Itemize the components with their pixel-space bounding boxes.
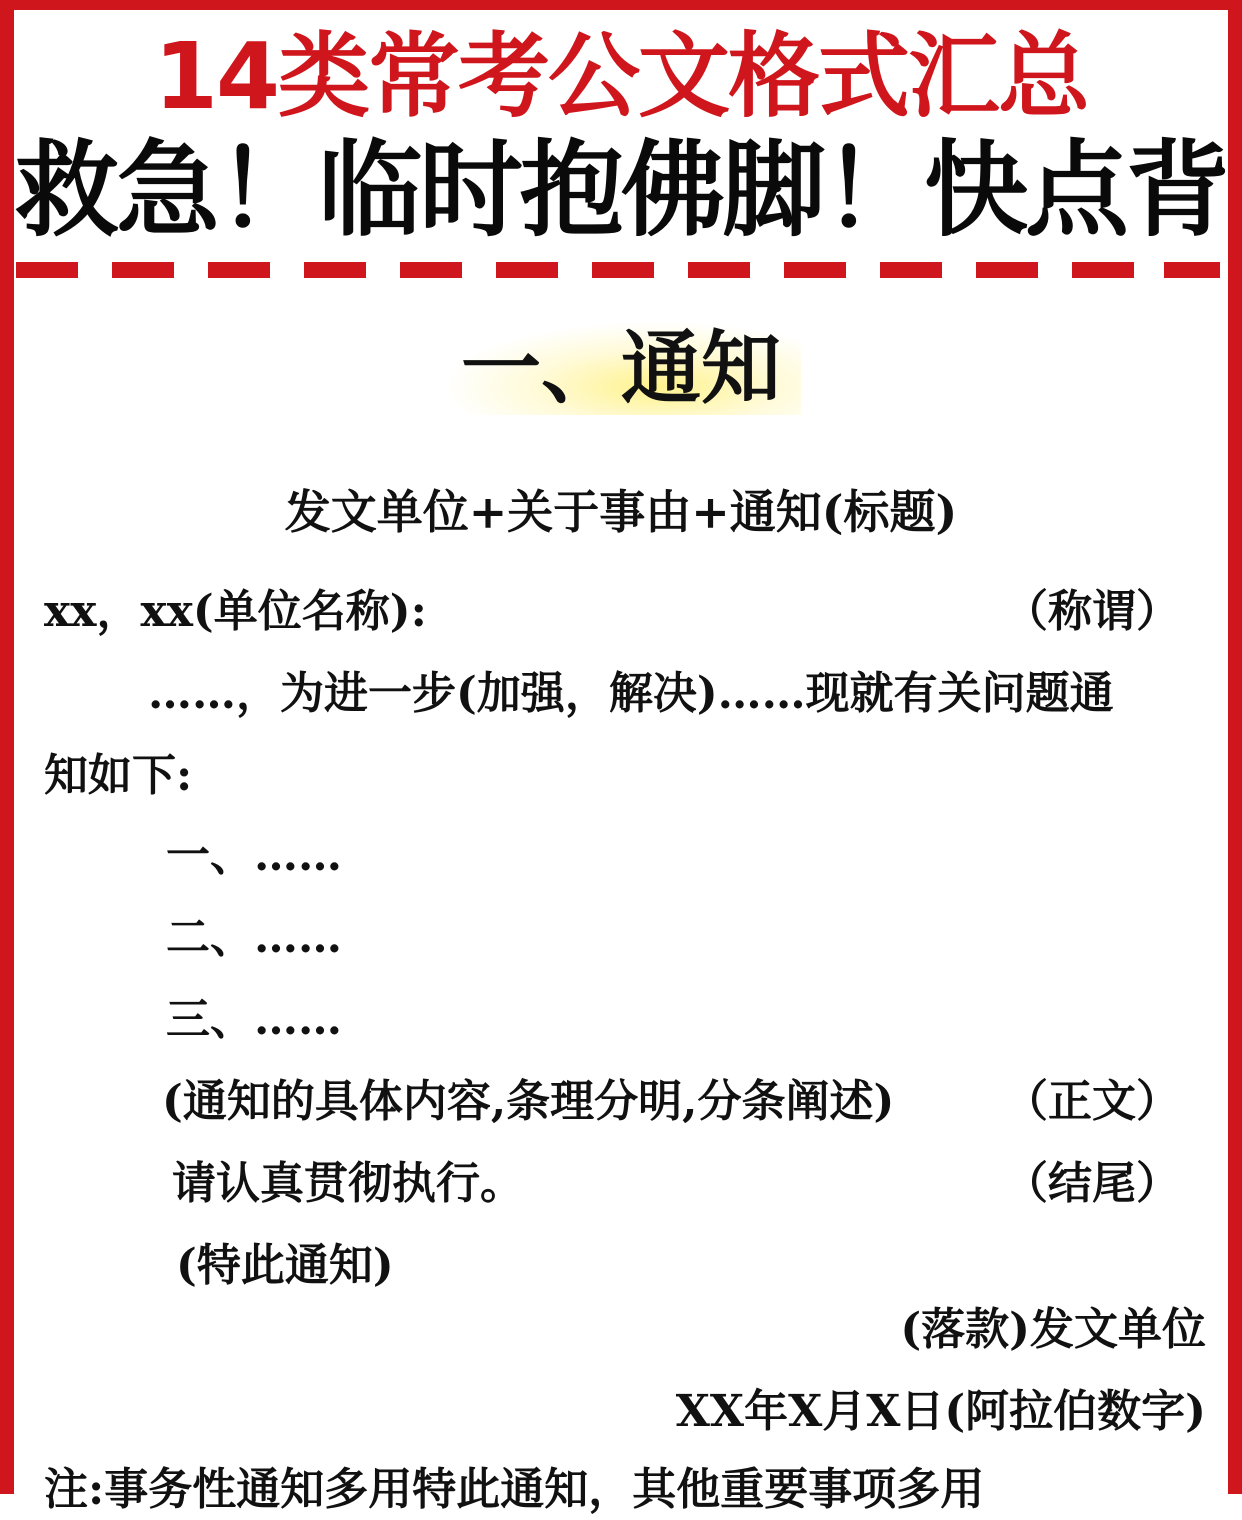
content-description: (通知的具体内容,条理分明,分条阐述) [162, 1076, 895, 1127]
top-title: 14类常考公文格式汇总 [153, 23, 1089, 130]
salutation-tag: （称谓） [1004, 586, 1180, 637]
section-heading-text: 一、通知 [441, 321, 801, 415]
list-item: 二、…… [166, 912, 342, 963]
section-heading [0, 318, 1242, 418]
intro-line-2: 知如下: [44, 750, 193, 801]
list-item: 三、…… [166, 994, 342, 1045]
list-item: 一、…… [166, 830, 342, 881]
intro-line-1: ……，为进一步(加强，解决)……现就有关问题通 [148, 668, 1114, 719]
salutation: xx，xx(单位名称): [44, 586, 427, 637]
format-subtitle: 发文单位+关于事由+通知(标题) [284, 485, 958, 539]
closing-alternative: (特此通知) [176, 1240, 394, 1291]
closing-text: 请认真贯彻执行。 [172, 1158, 524, 1209]
closing-tag: （结尾） [1004, 1158, 1180, 1209]
content-tag: （正文） [1004, 1076, 1180, 1127]
signature: (落款)发文单位 [900, 1304, 1206, 1355]
date-line: XX年X月X日(阿拉伯数字) [675, 1386, 1206, 1437]
main-title: 救急！临时抱佛脚！快点背 [14, 129, 1227, 251]
footer-note: 注:事务性通知多用特此通知，其他重要事项多用 [44, 1464, 985, 1515]
dashed-divider [14, 262, 1228, 278]
